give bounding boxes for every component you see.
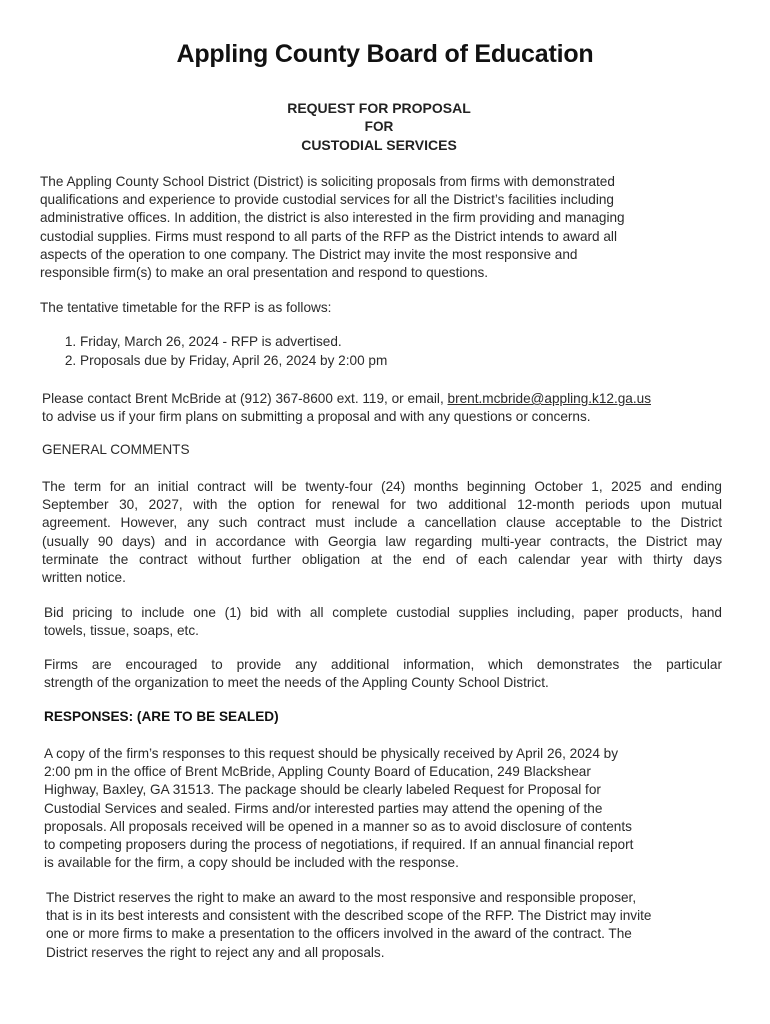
responses-line: proposals. All proposals received will be opened in a manner so as to avoid disclosure of contents [44,818,632,834]
responses-line: is available for the firm, a copy should be included with the response. [44,855,459,871]
timetable-intro: The tentative timetable for the RFP is as follows: [40,300,332,315]
responses-line: Highway, Baxley, GA 31513. The package should be clearly labeled Request for Proposal for [44,782,601,798]
timetable-item: 2. Proposals due by Friday, April 26, 2024 by 2:00 pm [80,352,387,371]
term-line: September 30, 2027, with the option for renewal for two additional 12-month periods upon mutual [42,497,722,513]
intro-line: qualifications and experience to provide custodial services for all the District’s facilities including [40,192,614,208]
timetable-list [40,333,387,370]
responses-line: 2:00 pm in the office of Brent McBride, Appling County Board of Education, 249 Blackshear [44,764,591,780]
intro-line: The Appling County School District (District) is soliciting proposals from firms with demonstrated [40,174,615,189]
term-line: (usually 90 days) and in accordance with Georgia law regarding multi-year contracts, the District may [42,533,722,549]
responses-line: A copy of the firm’s responses to this request should be physically received by April 26, 2024 by [44,746,619,761]
term-line: The term for an initial contract will be twenty-four (24) months beginning October 1, 2025 and ending [42,479,722,494]
firms-paragraph [44,656,722,692]
firms-line: strength of the organization to meet the needs of the Appling County School District. [44,675,549,691]
intro-line: custodial supplies. Firms must respond to all parts of the RFP as the District intends to award all [40,228,617,244]
responses-paragraph [44,745,724,872]
rfp-heading-for: FOR [364,119,394,134]
rfp-heading: REQUEST FOR PROPOSAL [287,100,471,116]
intro-line: responsible firm(s) to make an oral presentation and respond to questions. [40,265,489,281]
reserves-line: one or more firms to make a presentation to the officers involved in the award of the contract. The [46,926,632,942]
contact-line: to advise us if your firm plans on submitting a proposal and with any questions or concerns. [42,409,591,425]
timetable-item: 1. Friday, March 26, 2024 - RFP is advertised. [80,333,387,352]
general-comments-heading: GENERAL COMMENTS [42,442,190,457]
responses-heading: RESPONSES: (ARE TO BE SEALED) [44,709,279,724]
rfp-heading-service: CUSTODIAL SERVICES [301,137,457,153]
firms-line: Firms are encouraged to provide any additional information, which demonstrates the particular [44,657,722,672]
contact-paragraph [42,390,651,426]
term-line: written notice. [42,570,126,586]
reserves-paragraph [46,889,730,962]
bid-line: towels, tissue, soaps, etc. [44,623,199,639]
intro-line: administrative offices. In addition, the district is also interested in the firm providing and managing [40,210,625,226]
intro-paragraph [40,173,700,282]
responses-line: to competing proposers during the process of negotiations, if required. If an annual financial report [44,837,634,853]
bid-line: Bid pricing to include one (1) bid with all complete custodial supplies including, paper products, hand [44,605,722,620]
reserves-line: that is in its best interests and consistent with the described scope of the RFP. The District may invite [46,908,652,924]
intro-line: aspects of the operation to one company. The District may invite the most responsive and [40,246,578,262]
bid-paragraph [44,604,722,640]
reserves-line: The District reserves the right to make an award to the most responsive and responsible proposer, [46,890,637,905]
term-line: agreement. However, any such contract must include a cancellation clause acceptable to the District [42,515,722,531]
contact-line [42,390,651,408]
term-line: terminate the contract without further obligation at the end of each calendar year with thirty days [42,551,722,567]
reserves-line: District reserves the right to reject any and all proposals. [46,944,385,960]
responses-line: Custodial Services and sealed. Firms and/or interested parties may attend the opening of the [44,800,603,816]
term-paragraph [42,478,722,587]
contact-email-link[interactable]: brent.mcbride@appling.k12.ga.us [447,391,651,406]
page-title: Appling County Board of Education [176,40,594,68]
contact-prefix: Please contact Brent McBride at (912) 367-8600 ext. 119, or email, [42,391,448,406]
